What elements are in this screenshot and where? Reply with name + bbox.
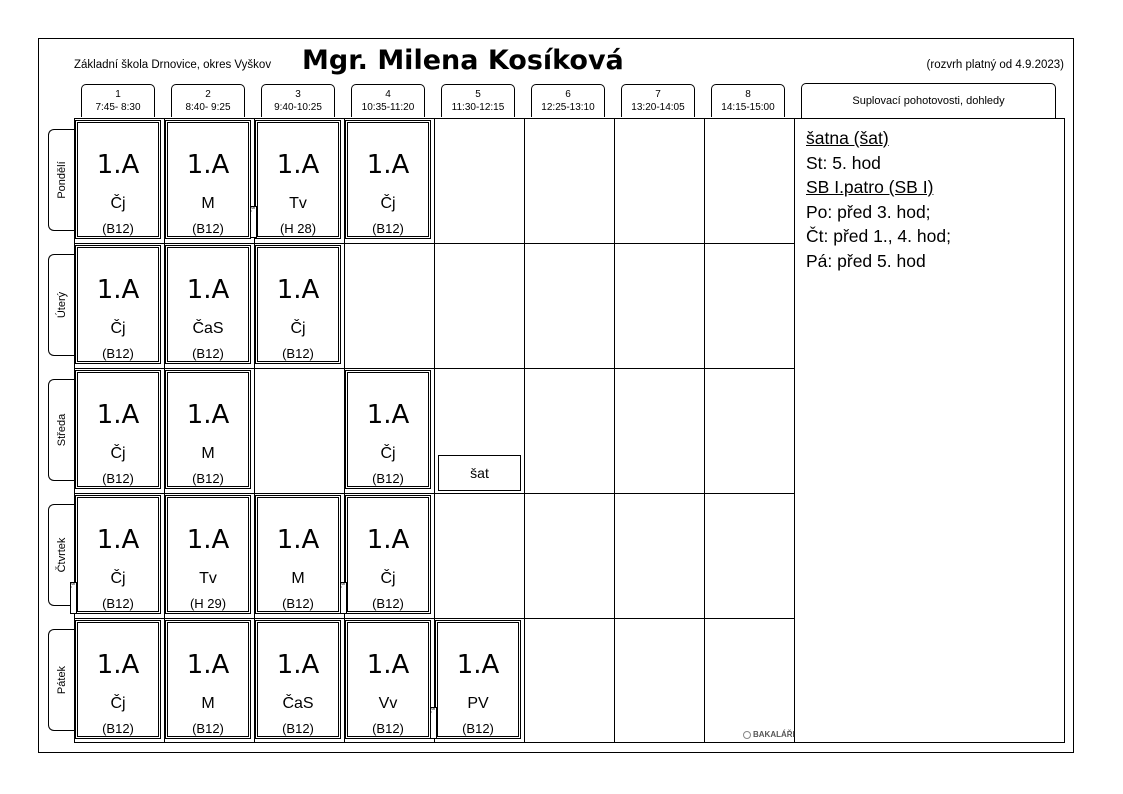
dohled-panel — [806, 126, 1058, 274]
teacher-name: Mgr. Milena Kosíková — [302, 45, 624, 76]
grid-line — [74, 243, 795, 244]
dohled-line: šatna (šat) — [806, 128, 889, 148]
grid-line — [614, 118, 615, 743]
day-label-friday: Pátek — [48, 629, 74, 731]
lesson-cell: 1.A M (B12) — [165, 620, 251, 739]
lesson-cell: 1.A PV (B12) — [435, 620, 521, 739]
grid-line — [74, 368, 795, 369]
day-label-wednesday: Středa — [48, 379, 74, 481]
dohled-line: St: 5. hod — [806, 152, 881, 173]
lesson-cell: 1.A M (B12) — [165, 370, 251, 489]
lesson-cell: 1.A Čj (B12) — [255, 245, 341, 364]
day-label-thursday: Čtvrtek — [48, 504, 74, 606]
hour-header-3: 3 9:40-10:25 — [261, 84, 335, 117]
grid-line — [74, 493, 795, 494]
lesson-cell: 1.A Čj (B12) — [345, 370, 431, 489]
dohled-line: Pá: před 5. hod — [806, 250, 926, 271]
hour-header-1: 1 7:45- 8:30 — [81, 84, 155, 117]
validity-note: (rozvrh platný od 4.9.2023) — [926, 59, 1064, 71]
lesson-cell: 1.A ČaS (B12) — [165, 245, 251, 364]
lesson-cell: 1.A Čj (B12) — [75, 495, 161, 614]
lesson-cell: 1.A M (B12) — [165, 120, 251, 239]
grid-line — [524, 118, 525, 743]
bakalari-icon — [743, 731, 751, 739]
grid-line — [794, 118, 795, 743]
dohled-header: Suplovací pohotovosti, dohledy — [801, 83, 1056, 118]
dohled-line: SB I.patro (SB I) — [806, 177, 934, 198]
grid-line — [74, 618, 795, 619]
lesson-cell: 1.A Čj (B12) — [345, 120, 431, 239]
lesson-cell: 1.A Čj (B12) — [75, 120, 161, 239]
school-name: Základní škola Drnovice, okres Vyškov — [74, 59, 272, 71]
bakalari-logo: BAKALÁŘI — [743, 730, 795, 739]
dohled-line: Čt: před 1., 4. hod; — [806, 226, 951, 247]
lesson-cell: 1.A Vv (B12) — [345, 620, 431, 739]
hour-header-7: 7 13:20-14:05 — [621, 84, 695, 117]
lesson-cell: 1.A M (B12) — [255, 495, 341, 614]
hour-header-4: 4 10:35-11:20 — [351, 84, 425, 117]
lesson-cell: 1.A Tv (H 29) — [165, 495, 251, 614]
duty-box-satna: šat — [438, 455, 521, 491]
lesson-cell: 1.A Čj (B12) — [75, 370, 161, 489]
supervision-tag: SB I — [70, 582, 77, 614]
supervision-tag: SB I — [340, 582, 347, 614]
supervision-tag: SB I — [250, 206, 257, 238]
hour-header-6: 6 12:25-13:10 — [531, 84, 605, 117]
lesson-cell: 1.A Tv (H 28) — [255, 120, 341, 239]
lesson-cell: 1.A ČaS (B12) — [255, 620, 341, 739]
day-label-tuesday: Úterý — [48, 254, 74, 356]
grid-line — [704, 118, 705, 743]
hour-header-8: 8 14:15-15:00 — [711, 84, 785, 117]
dohled-line: Po: před 3. hod; — [806, 201, 931, 222]
lesson-cell: 1.A Čj (B12) — [75, 245, 161, 364]
lesson-cell: 1.A Čj (B12) — [345, 495, 431, 614]
supervision-tag: SB I — [430, 707, 437, 739]
day-label-monday: Pondělí — [48, 129, 74, 231]
hour-header-5: 5 11:30-12:15 — [441, 84, 515, 117]
hour-header-2: 2 8:40- 9:25 — [171, 84, 245, 117]
lesson-cell: 1.A Čj (B12) — [75, 620, 161, 739]
